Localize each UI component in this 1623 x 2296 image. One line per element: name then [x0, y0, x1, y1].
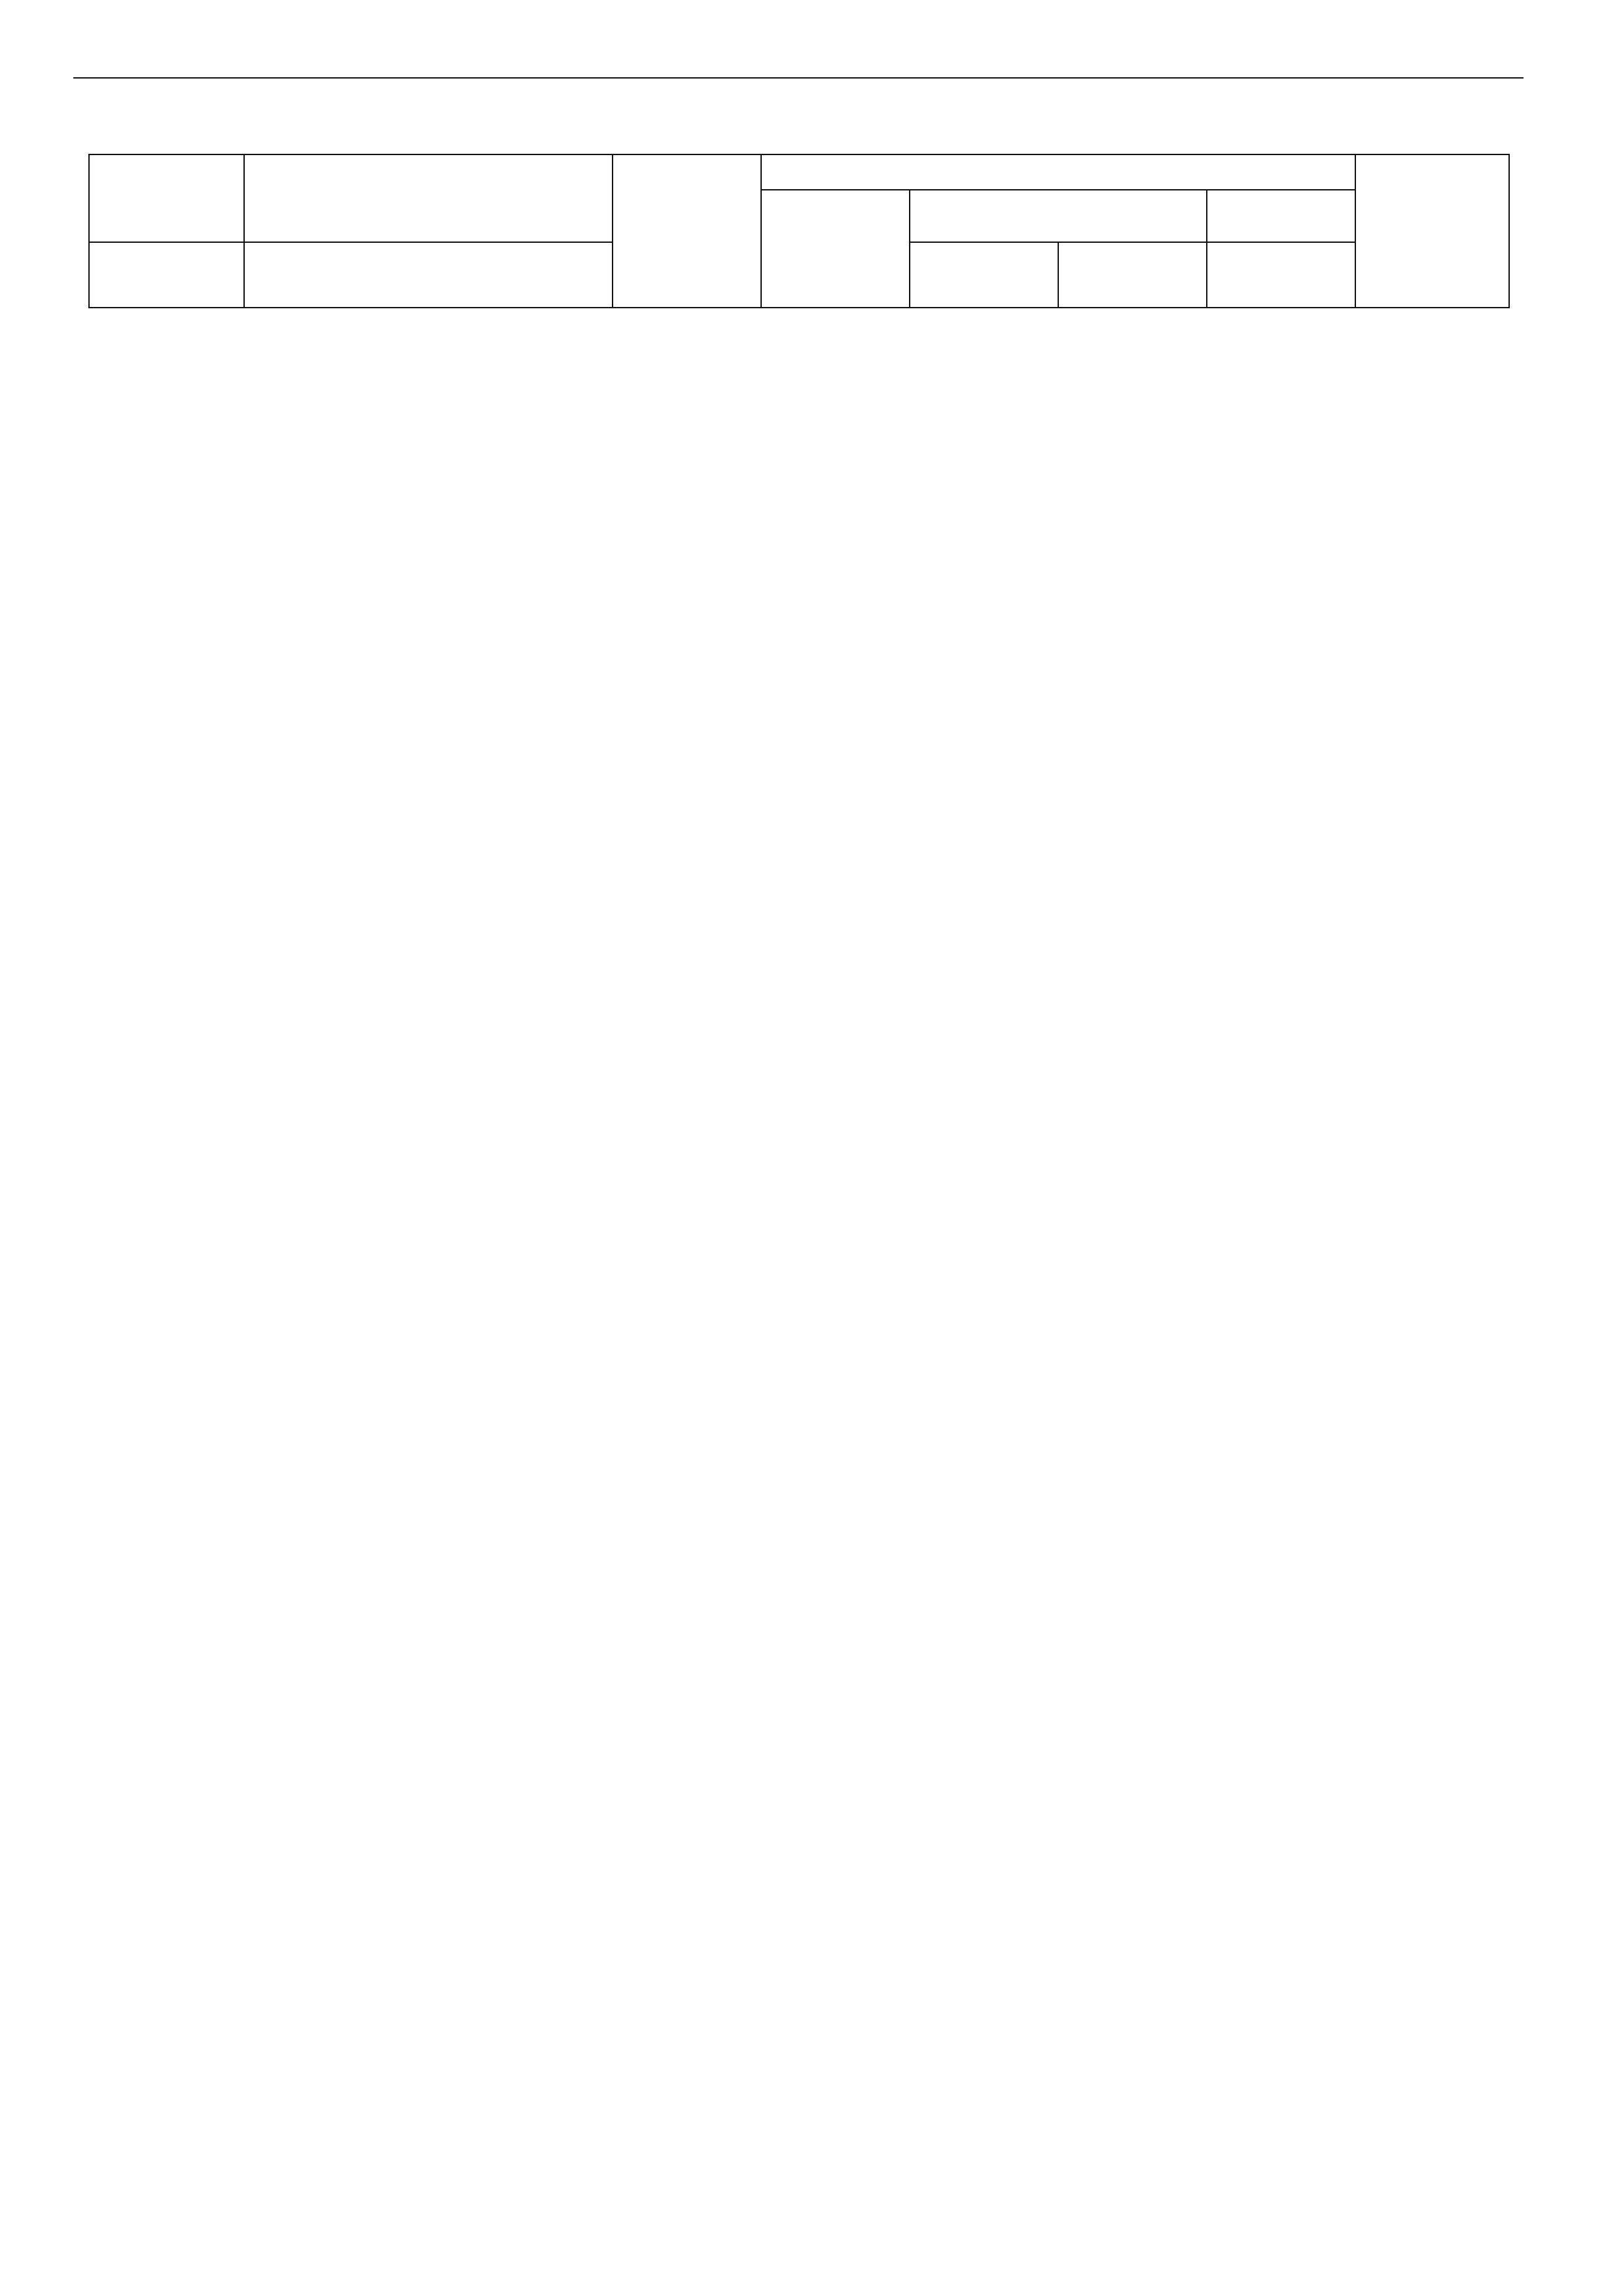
rates-table: [88, 154, 1510, 308]
rates-table-container: [88, 154, 1508, 308]
col-header-material-codes: [89, 242, 244, 308]
col-header-work-name: [244, 154, 613, 242]
col-header-direct-costs: [613, 154, 761, 308]
col-header-material-names: [244, 242, 613, 308]
col-header-machines-group: [910, 190, 1207, 242]
col-header-group-including: [761, 154, 1355, 190]
col-header-labor: [1355, 154, 1509, 308]
col-header-materials-consumption: [1207, 242, 1355, 308]
running-header: [73, 73, 1524, 79]
col-header-materials-group: [1207, 190, 1355, 242]
col-header-rate-numbers: [89, 154, 244, 242]
col-header-operators-wages: [1058, 242, 1207, 308]
col-header-wages: [761, 190, 910, 308]
col-header-machines-total: [910, 242, 1058, 308]
